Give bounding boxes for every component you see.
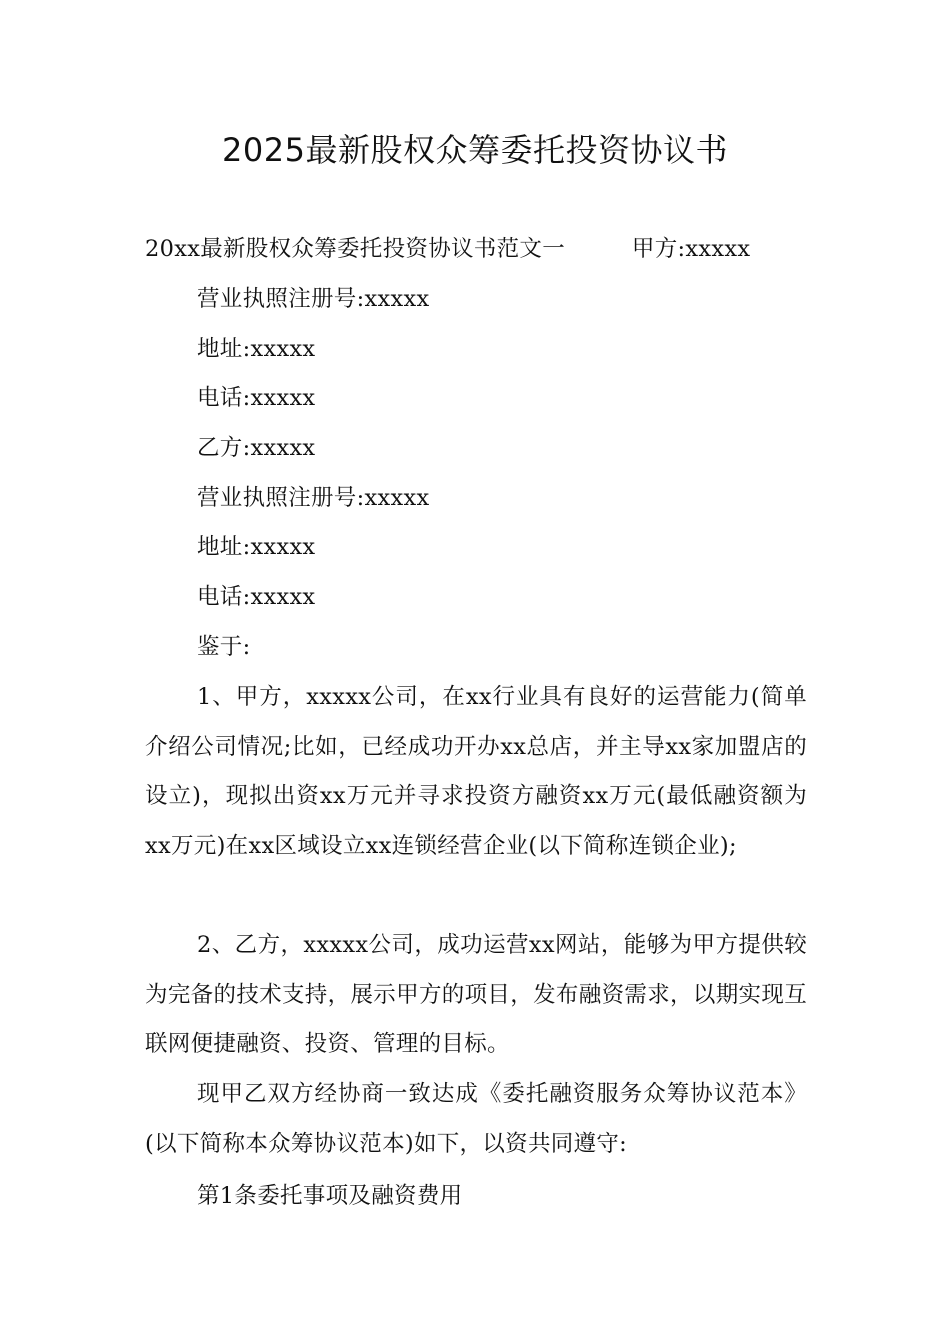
party-b-address: 地址:xxxxx: [197, 534, 316, 560]
paragraph-party-b: 2、乙方，xxxxx公司，成功运营xx网站，能够为甲方提供较为完备的技术支持，展示甲方的项目，发布融资需求，以期实现互联网便捷融资、投资、管理的目标。: [145, 932, 807, 1058]
document-title: 2025最新股权众筹委托投资协议书: [222, 131, 728, 169]
party-b-registration: 营业执照注册号:xxxxx: [197, 485, 430, 511]
document-subtitle: 20xx最新股权众筹委托投资协议书范文一: [145, 236, 566, 262]
party-a-label: 甲方:xxxxx: [631, 236, 751, 262]
document-intro-line: [145, 233, 750, 265]
whereas-label: 鉴于:: [197, 634, 251, 660]
party-a-phone: 电话:xxxxx: [197, 385, 316, 411]
paragraph-agreement: 现甲乙双方经协商一致达成《委托融资服务众筹协议范本》(以下简称本众筹协议范本)如下，以资共同遵守:: [145, 1081, 807, 1157]
party-a-registration: 营业执照注册号:xxxxx: [197, 286, 430, 312]
party-b-phone: 电话:xxxxx: [197, 584, 316, 610]
party-b-label: 乙方:xxxxx: [197, 435, 316, 461]
paragraph-party-a: 1、甲方，xxxxx公司，在xx行业具有良好的运营能力(简单介绍公司情况;比如，已经成功开办xx总店，并主导xx家加盟店的设立)，现拟出资xx万元并寻求投资方融资xx万元(最低融资额为xx万元)在xx区域设立xx连锁经营企业(以下简称连锁企业);: [145, 684, 807, 860]
section-heading: 第1条委托事项及融资费用: [197, 1183, 463, 1209]
party-a-address: 地址:xxxxx: [197, 336, 316, 362]
